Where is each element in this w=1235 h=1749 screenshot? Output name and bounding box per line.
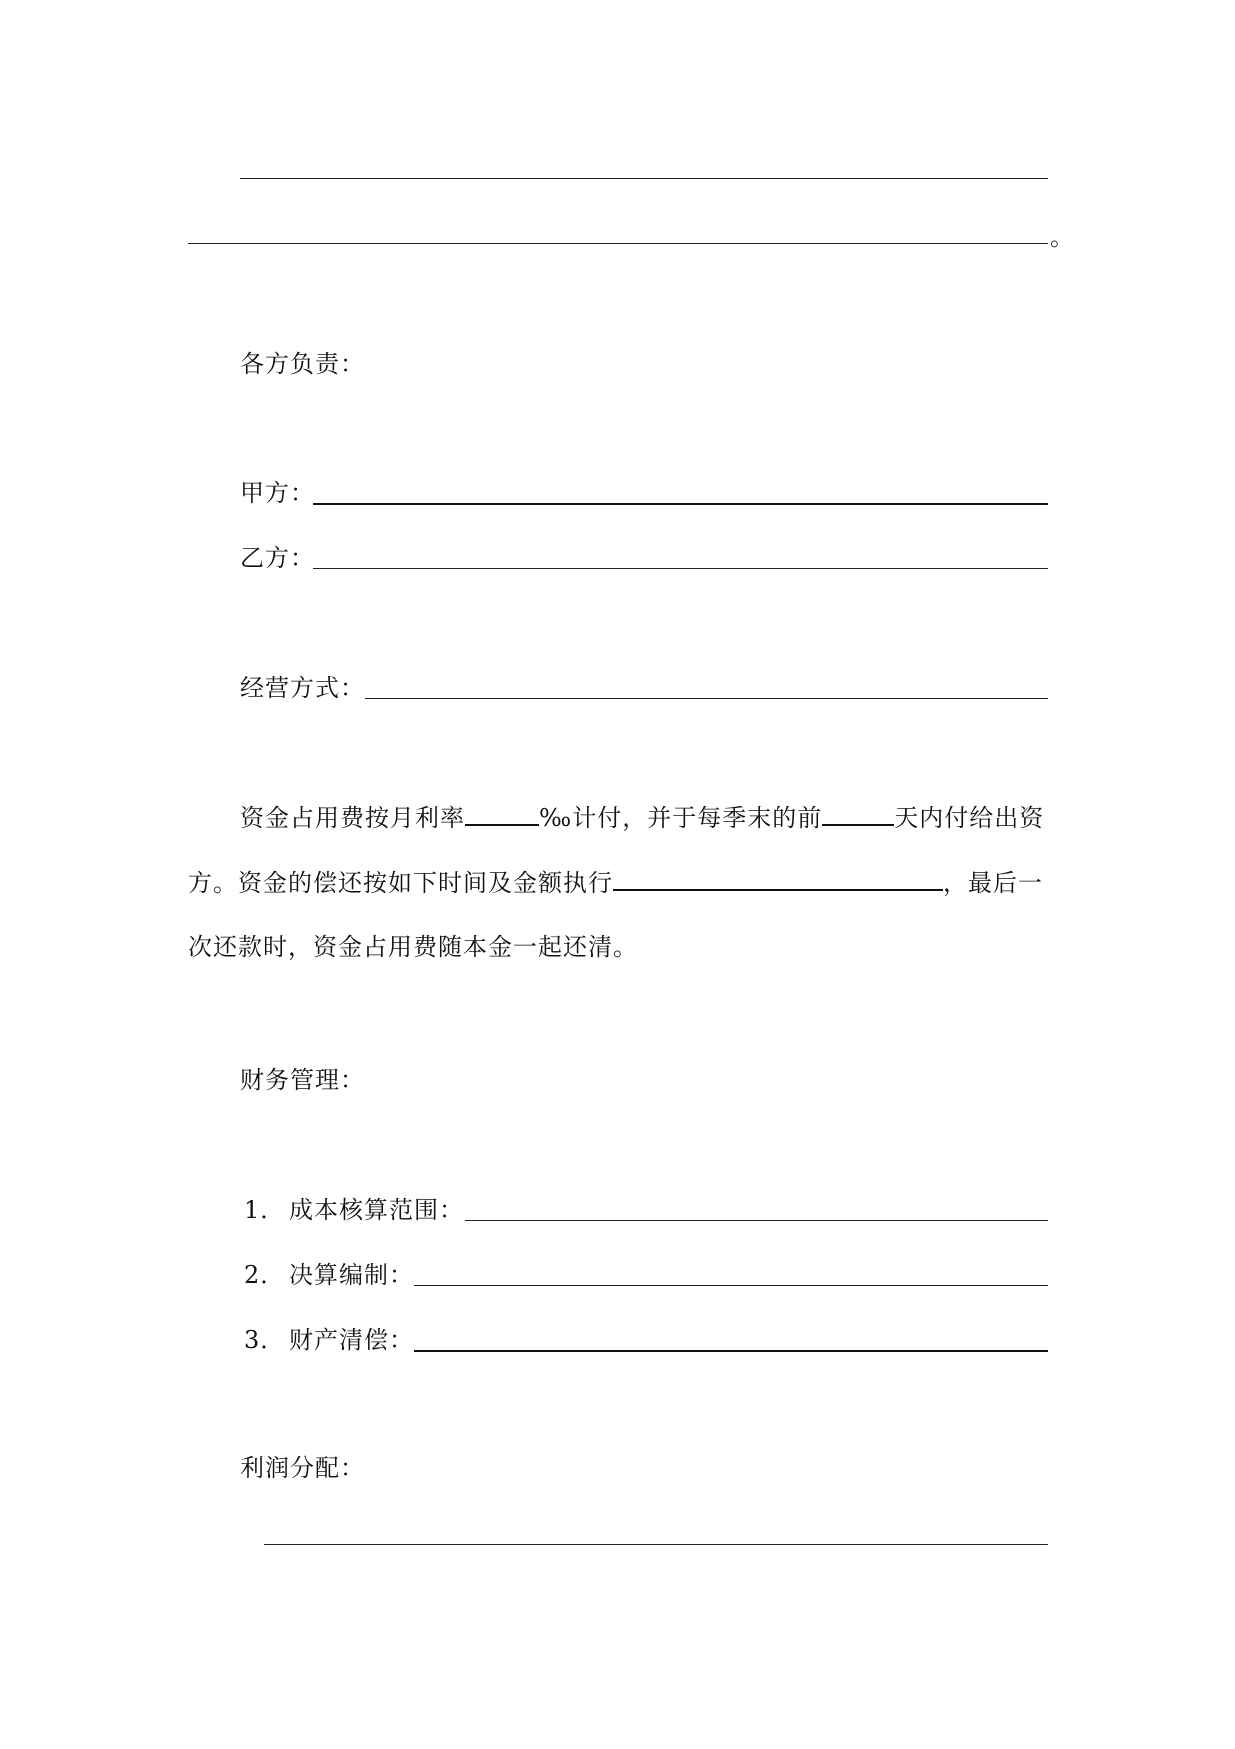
capital-fee-line-3: 次还款时，资金占用费随本金一起还清。 [188,933,638,961]
finance-item-1-label: 成本核算范围： [289,1196,464,1224]
party-b-label: 乙方： [240,544,315,572]
finance-item-2-label: 决算编制： [289,1261,414,1289]
capital-fee-text-2a: 方。资金的偿还按如下时间及金额执行 [188,869,613,897]
finance-item-1-num: 1． [244,1196,286,1224]
capital-fee-text-2b: ，最后一 [943,869,1043,897]
repayment-schedule-blank[interactable] [613,867,943,891]
capital-fee-text-1a: 资金占用费按月利率 [240,804,465,832]
finance-heading: 财务管理： [240,1066,365,1094]
property-settlement-field[interactable] [414,1350,1048,1352]
profit-heading: 利润分配： [240,1454,365,1482]
party-b-field[interactable] [313,568,1048,569]
top-end-mark: 。 [1050,223,1075,251]
responsibility-heading: 各方负责： [240,350,365,378]
finance-item-2-num: 2． [244,1261,286,1289]
days-blank[interactable] [822,802,894,826]
capital-fee-line-1 [240,802,1044,833]
operation-mode-label: 经营方式： [240,674,365,702]
party-a-field[interactable] [313,503,1048,505]
cost-accounting-field[interactable] [465,1220,1048,1221]
monthly-rate-blank[interactable] [465,802,539,826]
capital-fee-line-2 [188,867,1043,898]
blank-line-top-1[interactable] [240,178,1048,179]
operation-mode-field[interactable] [365,698,1048,699]
final-accounts-field[interactable] [414,1285,1048,1286]
party-a-label: 甲方： [240,479,315,507]
capital-fee-text-1b: ‰计付，并于每季末的前 [539,804,823,832]
blank-line-top-2[interactable] [188,243,1048,244]
finance-item-3-label: 财产清偿： [289,1326,414,1354]
finance-item-3-num: 3． [244,1326,286,1354]
capital-fee-text-1c: 天内付给出资 [894,804,1045,832]
profit-field[interactable] [264,1544,1048,1545]
